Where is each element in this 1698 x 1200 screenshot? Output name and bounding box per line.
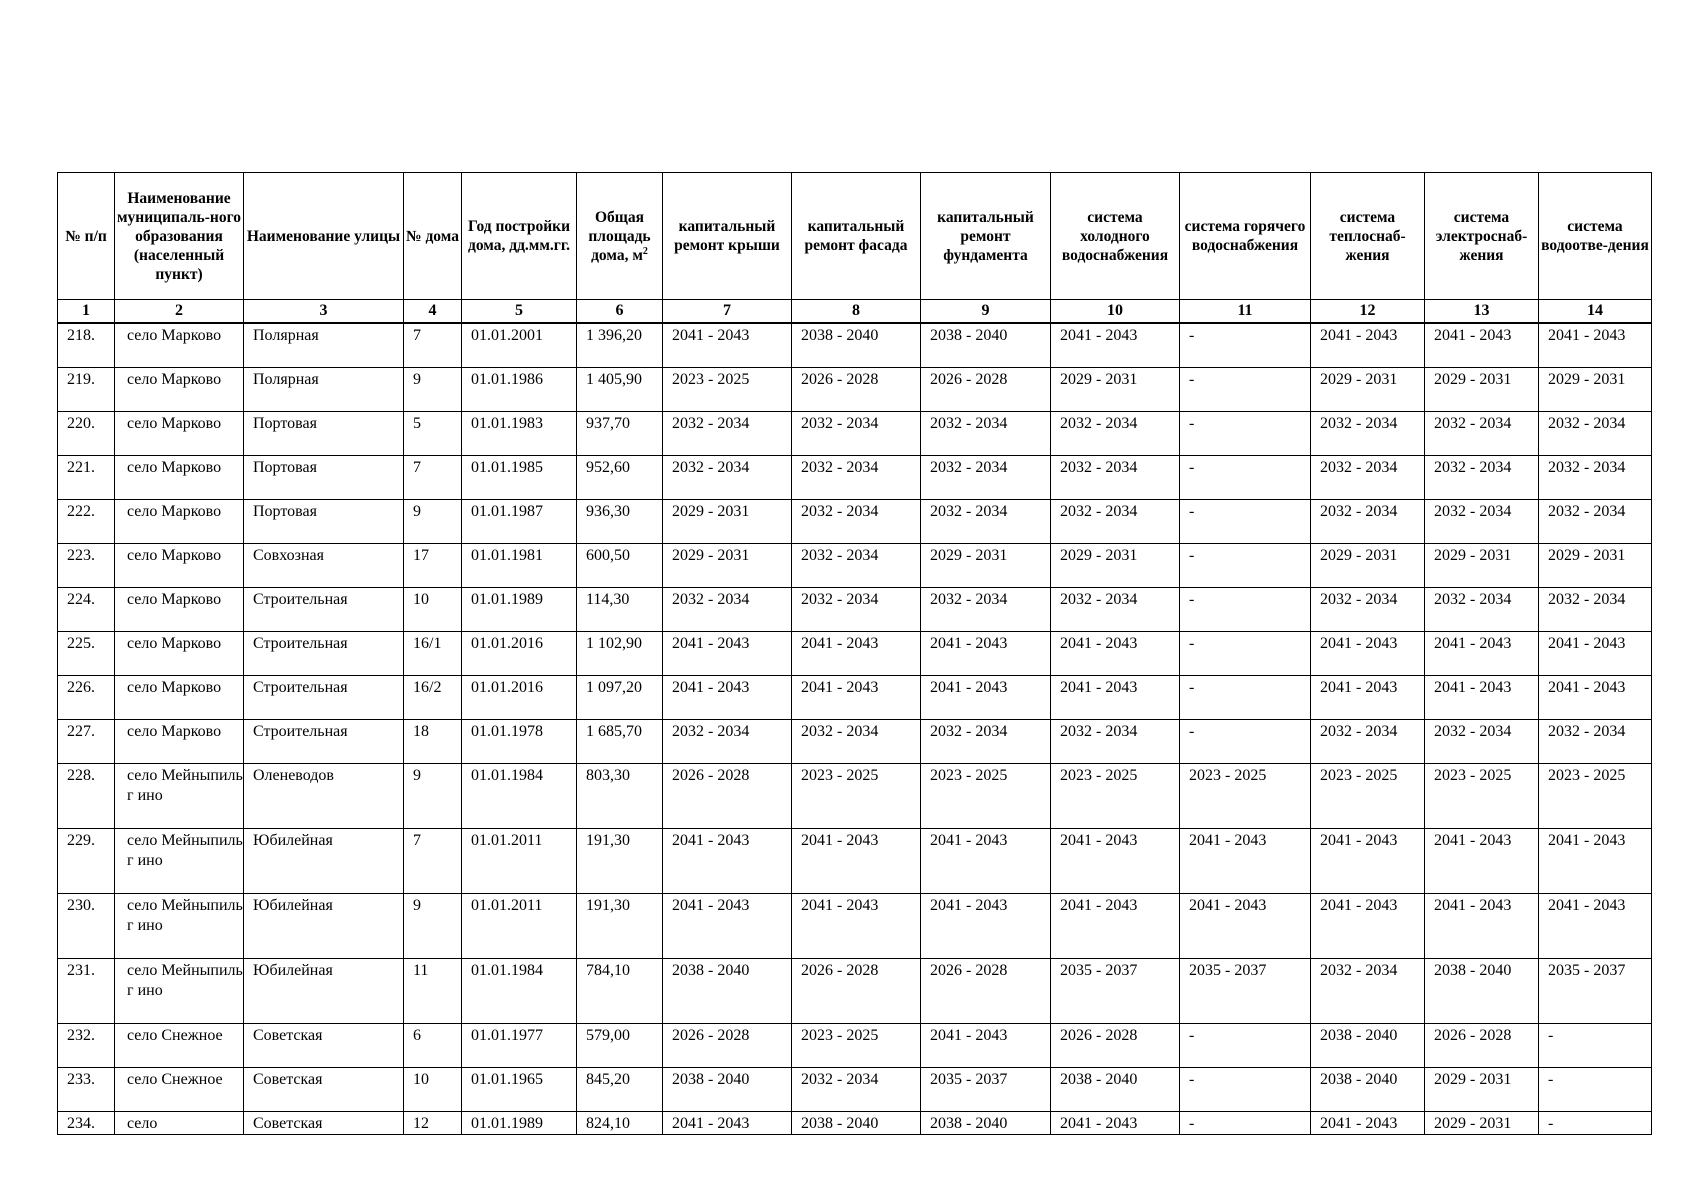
- table-cell: 2041 - 2043: [663, 676, 792, 720]
- table-cell: 2032 - 2034: [1539, 456, 1652, 500]
- table-cell: 2038 - 2040: [921, 323, 1051, 368]
- table-cell: 2041 - 2043: [663, 323, 792, 368]
- table-cell: 9: [404, 500, 462, 544]
- table-cell: -: [1539, 1112, 1652, 1135]
- table-cell: 2032 - 2034: [1051, 588, 1180, 632]
- table-cell: 16/2: [404, 676, 462, 720]
- table-cell: 2041 - 2043: [1051, 676, 1180, 720]
- table-cell: 2035 - 2037: [921, 1068, 1051, 1112]
- header-cell: система водоотве-дения: [1539, 173, 1652, 300]
- table-cell: 803,30: [577, 764, 663, 829]
- table-cell: 2026 - 2028: [792, 959, 921, 1024]
- table-cell: 2041 - 2043: [1051, 632, 1180, 676]
- table-cell: 9: [404, 894, 462, 959]
- table-cell: село Мейныпильг ино: [115, 764, 244, 829]
- table-cell: село Марково: [115, 676, 244, 720]
- table-cell: 2029 - 2031: [1051, 368, 1180, 412]
- table-row: [58, 323, 1652, 368]
- table-cell: 2041 - 2043: [1539, 632, 1652, 676]
- table-cell: 2032 - 2034: [1425, 456, 1539, 500]
- table-cell: 2032 - 2034: [792, 456, 921, 500]
- document-page: [57, 172, 1651, 1135]
- table-cell: 2041 - 2043: [1051, 894, 1180, 959]
- table-cell: 2032 - 2034: [663, 456, 792, 500]
- table-cell: 2032 - 2034: [921, 412, 1051, 456]
- table-cell: 2041 - 2043: [1425, 632, 1539, 676]
- table-cell: 7: [404, 829, 462, 894]
- column-number-cell: 5: [462, 300, 577, 324]
- table-cell: 01.01.1977: [462, 1024, 577, 1068]
- table-cell: 936,30: [577, 500, 663, 544]
- table-cell: Строительная: [244, 720, 404, 764]
- table-cell: 01.01.1986: [462, 368, 577, 412]
- table-cell: 2029 - 2031: [1425, 1068, 1539, 1112]
- table-cell: 2032 - 2034: [1051, 720, 1180, 764]
- table-cell: Юбилейная: [244, 829, 404, 894]
- table-cell: 01.01.1984: [462, 959, 577, 1024]
- column-number-cell: 9: [921, 300, 1051, 324]
- table-cell: 2041 - 2043: [921, 894, 1051, 959]
- table-cell: 230.: [58, 894, 115, 959]
- table-cell: 2029 - 2031: [1311, 544, 1425, 588]
- table-cell: 01.01.1978: [462, 720, 577, 764]
- table-cell: 2032 - 2034: [921, 720, 1051, 764]
- table-cell: 2041 - 2043: [1051, 1112, 1180, 1135]
- table-cell: 2032 - 2034: [1311, 500, 1425, 544]
- column-number-row: [58, 300, 1652, 324]
- column-number-cell: 13: [1425, 300, 1539, 324]
- table-cell: 10: [404, 588, 462, 632]
- table-cell: 2032 - 2034: [1051, 456, 1180, 500]
- table-cell: Портовая: [244, 500, 404, 544]
- column-number-cell: 1: [58, 300, 115, 324]
- table-cell: 2041 - 2043: [1425, 894, 1539, 959]
- table-cell: 2029 - 2031: [663, 500, 792, 544]
- table-cell: 2041 - 2043: [1311, 676, 1425, 720]
- table-cell: 191,30: [577, 829, 663, 894]
- table-cell: 2029 - 2031: [663, 544, 792, 588]
- table-cell: 01.01.2001: [462, 323, 577, 368]
- table-row: [58, 1024, 1652, 1068]
- header-cell: система электроснаб-жения: [1425, 173, 1539, 300]
- table-cell: 01.01.2011: [462, 829, 577, 894]
- table-cell: 2029 - 2031: [1425, 544, 1539, 588]
- table-cell: 2026 - 2028: [921, 959, 1051, 1024]
- table-cell: 2038 - 2040: [792, 323, 921, 368]
- table-cell: 218.: [58, 323, 115, 368]
- table-cell: 2029 - 2031: [1311, 368, 1425, 412]
- table-cell: 6: [404, 1024, 462, 1068]
- table-cell: 2029 - 2031: [1539, 544, 1652, 588]
- table-cell: село Марково: [115, 412, 244, 456]
- table-cell: село Марково: [115, 368, 244, 412]
- table-cell: 226.: [58, 676, 115, 720]
- table-row: [58, 500, 1652, 544]
- table-cell: 845,20: [577, 1068, 663, 1112]
- table-cell: 219.: [58, 368, 115, 412]
- table-cell: 2032 - 2034: [1311, 959, 1425, 1024]
- table-cell: 2038 - 2040: [663, 1068, 792, 1112]
- table-cell: 2038 - 2040: [1051, 1068, 1180, 1112]
- table-cell: 2041 - 2043: [792, 676, 921, 720]
- table-cell: 232.: [58, 1024, 115, 1068]
- header-cell: Наименование муниципаль-ного образования (населенный пункт): [115, 173, 244, 300]
- table-cell: 2041 - 2043: [1311, 632, 1425, 676]
- table-cell: 2032 - 2034: [663, 412, 792, 456]
- header-cell: № дома: [404, 173, 462, 300]
- table-cell: 2041 - 2043: [663, 829, 792, 894]
- table-cell: 231.: [58, 959, 115, 1024]
- table-cell: 01.01.1987: [462, 500, 577, 544]
- table-cell: 2032 - 2034: [1539, 588, 1652, 632]
- table-cell: село Марково: [115, 588, 244, 632]
- table-cell: 2041 - 2043: [1051, 323, 1180, 368]
- table-cell: 191,30: [577, 894, 663, 959]
- table-cell: 2041 - 2043: [1180, 829, 1311, 894]
- table-cell: 2032 - 2034: [1425, 588, 1539, 632]
- table-cell: 2023 - 2025: [921, 764, 1051, 829]
- table-cell: 2023 - 2025: [663, 368, 792, 412]
- table-row: [58, 632, 1652, 676]
- table-cell: 2029 - 2031: [1425, 368, 1539, 412]
- table-row: [58, 1112, 1652, 1135]
- table-cell: 824,10: [577, 1112, 663, 1135]
- table-cell: Юбилейная: [244, 959, 404, 1024]
- table-row: [58, 894, 1652, 959]
- header-row: [58, 173, 1652, 300]
- table-cell: 2035 - 2037: [1180, 959, 1311, 1024]
- table-cell: Строительная: [244, 588, 404, 632]
- table-cell: 2032 - 2034: [1051, 412, 1180, 456]
- table-cell: 2032 - 2034: [1425, 412, 1539, 456]
- header-cell: Наименование улицы: [244, 173, 404, 300]
- table-cell: 01.01.1985: [462, 456, 577, 500]
- table-cell: 2032 - 2034: [1425, 720, 1539, 764]
- table-cell: 2029 - 2031: [1425, 1112, 1539, 1135]
- table-cell: 01.01.1981: [462, 544, 577, 588]
- table-cell: -: [1180, 1112, 1311, 1135]
- table-cell: 2023 - 2025: [1539, 764, 1652, 829]
- table-cell: село Снежное: [115, 1068, 244, 1112]
- table-cell: 2041 - 2043: [921, 676, 1051, 720]
- table-cell: 114,30: [577, 588, 663, 632]
- table-cell: 16/1: [404, 632, 462, 676]
- table-cell: село Марково: [115, 323, 244, 368]
- table-cell: 2026 - 2028: [1425, 1024, 1539, 1068]
- table-cell: 229.: [58, 829, 115, 894]
- table-cell: 1 396,20: [577, 323, 663, 368]
- table-cell: 2041 - 2043: [1539, 829, 1652, 894]
- table-cell: -: [1180, 500, 1311, 544]
- table-cell: 2032 - 2034: [663, 720, 792, 764]
- table-cell: 2038 - 2040: [921, 1112, 1051, 1135]
- table-cell: 2041 - 2043: [1311, 894, 1425, 959]
- table-cell: 2038 - 2040: [1425, 959, 1539, 1024]
- table-cell: 2032 - 2034: [1311, 588, 1425, 632]
- table-cell: 01.01.1989: [462, 1112, 577, 1135]
- table-cell: -: [1180, 323, 1311, 368]
- table-cell: 18: [404, 720, 462, 764]
- table-row: [58, 368, 1652, 412]
- table-cell: 2026 - 2028: [1051, 1024, 1180, 1068]
- table-cell: Портовая: [244, 412, 404, 456]
- table-cell: село Марково: [115, 544, 244, 588]
- table-cell: 227.: [58, 720, 115, 764]
- column-number-cell: 12: [1311, 300, 1425, 324]
- table-cell: 01.01.2016: [462, 676, 577, 720]
- table-cell: село Снежное: [115, 1024, 244, 1068]
- table-cell: 2038 - 2040: [1311, 1024, 1425, 1068]
- table-cell: 17: [404, 544, 462, 588]
- table-cell: село Мейныпильг ино: [115, 959, 244, 1024]
- header-cell: капитальный ремонт крыши: [663, 173, 792, 300]
- header-cell: система холодного водоснабжения: [1051, 173, 1180, 300]
- table-cell: Совхозная: [244, 544, 404, 588]
- table-cell: 2032 - 2034: [792, 544, 921, 588]
- header-cell: система горячего водоснабжения: [1180, 173, 1311, 300]
- table-cell: 10: [404, 1068, 462, 1112]
- header-cell-area: [577, 173, 663, 300]
- column-number-cell: 14: [1539, 300, 1652, 324]
- table-row: [58, 588, 1652, 632]
- table-cell: 784,10: [577, 959, 663, 1024]
- table-cell: 2026 - 2028: [663, 764, 792, 829]
- table-cell: -: [1539, 1024, 1652, 1068]
- table-cell: -: [1180, 544, 1311, 588]
- table-cell: 2032 - 2034: [1425, 500, 1539, 544]
- table-cell: 1 097,20: [577, 676, 663, 720]
- table-cell: Советская: [244, 1024, 404, 1068]
- table-cell: 233.: [58, 1068, 115, 1112]
- table-cell: 222.: [58, 500, 115, 544]
- table-row: [58, 720, 1652, 764]
- table-cell: Советская: [244, 1112, 404, 1135]
- table-cell: село Марково: [115, 500, 244, 544]
- table-cell: -: [1180, 368, 1311, 412]
- table-cell: -: [1180, 588, 1311, 632]
- table-cell: 1 405,90: [577, 368, 663, 412]
- table-cell: 2032 - 2034: [921, 456, 1051, 500]
- table-cell: село Мейныпильг ино: [115, 829, 244, 894]
- table-cell: 7: [404, 456, 462, 500]
- table-cell: 2041 - 2043: [792, 829, 921, 894]
- table-cell: 2041 - 2043: [663, 1112, 792, 1135]
- table-cell: 2038 - 2040: [663, 959, 792, 1024]
- table-cell: 2032 - 2034: [792, 412, 921, 456]
- table-cell: 12: [404, 1112, 462, 1135]
- column-number-cell: 6: [577, 300, 663, 324]
- column-number-cell: 10: [1051, 300, 1180, 324]
- table-row: [58, 456, 1652, 500]
- table-cell: село Мейныпильг ино: [115, 894, 244, 959]
- table-cell: 2032 - 2034: [1539, 412, 1652, 456]
- table-cell: село: [115, 1112, 244, 1135]
- column-number-cell: 2: [115, 300, 244, 324]
- table-cell: 223.: [58, 544, 115, 588]
- table-cell: -: [1180, 632, 1311, 676]
- table-cell: 5: [404, 412, 462, 456]
- table-cell: 2023 - 2025: [792, 764, 921, 829]
- table-cell: 2032 - 2034: [1311, 720, 1425, 764]
- table-cell: 2041 - 2043: [1051, 829, 1180, 894]
- table-cell: Полярная: [244, 368, 404, 412]
- superscript: 2: [642, 245, 648, 257]
- table-cell: Строительная: [244, 676, 404, 720]
- table-cell: 2029 - 2031: [921, 544, 1051, 588]
- table-cell: 2041 - 2043: [921, 829, 1051, 894]
- table-cell: 01.01.2011: [462, 894, 577, 959]
- table-row: [58, 412, 1652, 456]
- table-cell: 2041 - 2043: [1539, 676, 1652, 720]
- table-cell: 01.01.1983: [462, 412, 577, 456]
- table-cell: 2041 - 2043: [1180, 894, 1311, 959]
- table-cell: 234.: [58, 1112, 115, 1135]
- table-row: [58, 764, 1652, 829]
- table-cell: 01.01.1989: [462, 588, 577, 632]
- table-cell: 2041 - 2043: [1425, 676, 1539, 720]
- header-cell: капитальный ремонт фасада: [792, 173, 921, 300]
- table-row: [58, 676, 1652, 720]
- table-cell: 2026 - 2028: [921, 368, 1051, 412]
- column-number-cell: 4: [404, 300, 462, 324]
- table-cell: 2023 - 2025: [1180, 764, 1311, 829]
- header-cell: система теплоснаб-жения: [1311, 173, 1425, 300]
- table-row: [58, 1068, 1652, 1112]
- table-cell: 2032 - 2034: [921, 588, 1051, 632]
- table-cell: 9: [404, 764, 462, 829]
- table-cell: 2041 - 2043: [1539, 323, 1652, 368]
- table-row: [58, 544, 1652, 588]
- table-cell: 2032 - 2034: [792, 588, 921, 632]
- table-cell: 952,60: [577, 456, 663, 500]
- table-body: [58, 323, 1652, 1135]
- repair-schedule-table: [57, 172, 1652, 1135]
- table-cell: -: [1180, 720, 1311, 764]
- column-number-cell: 7: [663, 300, 792, 324]
- table-cell: 2029 - 2031: [1051, 544, 1180, 588]
- table-cell: 2041 - 2043: [792, 894, 921, 959]
- table-cell: 2032 - 2034: [792, 720, 921, 764]
- column-number-cell: 11: [1180, 300, 1311, 324]
- table-cell: 11: [404, 959, 462, 1024]
- table-cell: -: [1180, 676, 1311, 720]
- header-cell-text: Общая площадь дома, м: [588, 208, 651, 264]
- table-cell: село Марково: [115, 456, 244, 500]
- table-cell: 2041 - 2043: [1425, 323, 1539, 368]
- table-cell: 2041 - 2043: [792, 632, 921, 676]
- table-cell: 2041 - 2043: [1539, 894, 1652, 959]
- table-cell: 221.: [58, 456, 115, 500]
- column-number-cell: 3: [244, 300, 404, 324]
- table-cell: 2032 - 2034: [663, 588, 792, 632]
- table-cell: 2023 - 2025: [1311, 764, 1425, 829]
- table-cell: 579,00: [577, 1024, 663, 1068]
- table-cell: 2041 - 2043: [921, 632, 1051, 676]
- table-cell: -: [1180, 412, 1311, 456]
- table-cell: Юбилейная: [244, 894, 404, 959]
- table-cell: Портовая: [244, 456, 404, 500]
- table-cell: 2023 - 2025: [792, 1024, 921, 1068]
- table-cell: 2032 - 2034: [1311, 412, 1425, 456]
- table-cell: 2032 - 2034: [1051, 500, 1180, 544]
- table-cell: 2032 - 2034: [1539, 500, 1652, 544]
- table-cell: 2026 - 2028: [663, 1024, 792, 1068]
- table-cell: 2032 - 2034: [792, 500, 921, 544]
- table-cell: 1 685,70: [577, 720, 663, 764]
- header-cell: капитальный ремонт фундамента: [921, 173, 1051, 300]
- table-cell: 2032 - 2034: [1311, 456, 1425, 500]
- table-row: [58, 959, 1652, 1024]
- table-cell: 2041 - 2043: [921, 1024, 1051, 1068]
- table-cell: 2023 - 2025: [1425, 764, 1539, 829]
- table-cell: 224.: [58, 588, 115, 632]
- table-cell: Строительная: [244, 632, 404, 676]
- table-cell: 2041 - 2043: [1425, 829, 1539, 894]
- table-cell: 2023 - 2025: [1051, 764, 1180, 829]
- table-cell: 2038 - 2040: [1311, 1068, 1425, 1112]
- table-cell: -: [1180, 1068, 1311, 1112]
- table-cell: -: [1180, 1024, 1311, 1068]
- table-cell: 2035 - 2037: [1051, 959, 1180, 1024]
- table-cell: 220.: [58, 412, 115, 456]
- table-cell: 9: [404, 368, 462, 412]
- table-cell: 2038 - 2040: [792, 1112, 921, 1135]
- table-cell: 1 102,90: [577, 632, 663, 676]
- table-cell: Оленеводов: [244, 764, 404, 829]
- table-cell: 01.01.1965: [462, 1068, 577, 1112]
- table-cell: 600,50: [577, 544, 663, 588]
- table-cell: 2032 - 2034: [792, 1068, 921, 1112]
- table-row: [58, 829, 1652, 894]
- table-cell: 2035 - 2037: [1539, 959, 1652, 1024]
- table-cell: 01.01.2016: [462, 632, 577, 676]
- table-cell: 2032 - 2034: [921, 500, 1051, 544]
- table-cell: 2041 - 2043: [663, 894, 792, 959]
- table-cell: 937,70: [577, 412, 663, 456]
- table-cell: 2041 - 2043: [1311, 1112, 1425, 1135]
- table-cell: 2032 - 2034: [1539, 720, 1652, 764]
- table-cell: 2026 - 2028: [792, 368, 921, 412]
- table-cell: 01.01.1984: [462, 764, 577, 829]
- table-cell: 2041 - 2043: [663, 632, 792, 676]
- table-cell: село Марково: [115, 632, 244, 676]
- table-cell: 225.: [58, 632, 115, 676]
- table-cell: -: [1539, 1068, 1652, 1112]
- header-cell: Год постройки дома, дд.мм.гг.: [462, 173, 577, 300]
- header-cell: № п/п: [58, 173, 115, 300]
- table-cell: Полярная: [244, 323, 404, 368]
- table-cell: 2029 - 2031: [1539, 368, 1652, 412]
- table-cell: 228.: [58, 764, 115, 829]
- column-number-cell: 8: [792, 300, 921, 324]
- table-cell: село Марково: [115, 720, 244, 764]
- table-cell: 2041 - 2043: [1311, 323, 1425, 368]
- table-cell: -: [1180, 456, 1311, 500]
- table-cell: 7: [404, 323, 462, 368]
- table-cell: 2041 - 2043: [1311, 829, 1425, 894]
- table-cell: Советская: [244, 1068, 404, 1112]
